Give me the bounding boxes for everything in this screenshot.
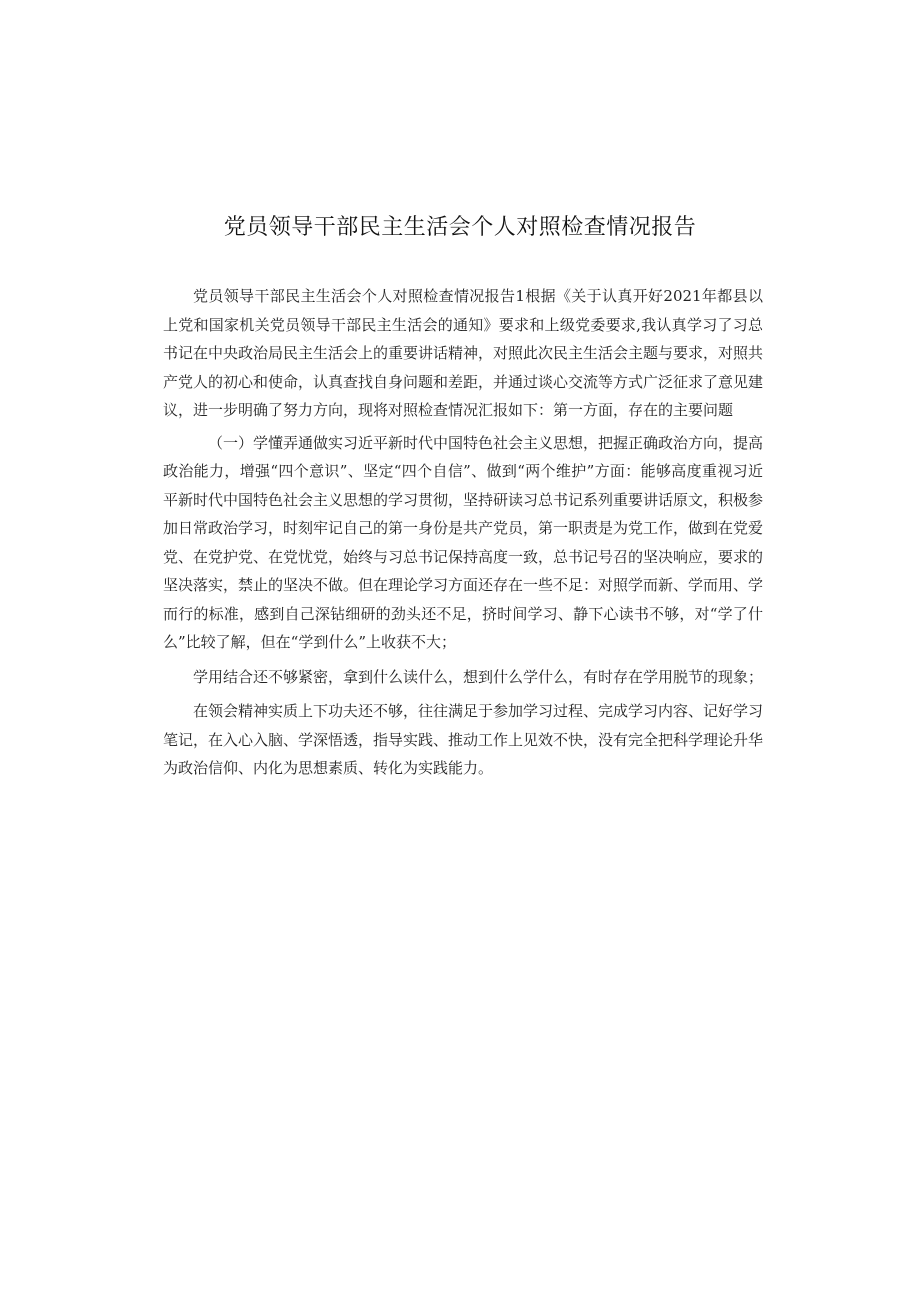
document-body — [163, 282, 763, 789]
document-title: 党员领导干部民主生活会个人对照检查情况报告 — [223, 215, 697, 240]
paragraph-intro: 党员领导干部民主生活会个人对照检查情况报告1根据《关于认真开好2021年都县以上党和国家机关党员领导干部民主生活会的通知》要求和上级党委要求,我认真学习了习总书记在中央政治局民主生活会上的重要讲话精神，对照此次民主生活会主题与要求，对照共产党人的初心和使命，认真查找自身问题和差距，并通过谈心交流等方式广泛征求了意见建议，进一步明确了努力方向，现将对照检查情况汇报如下：第一方面，存在的主要问题 — [163, 287, 764, 419]
paragraph-study-application: 学用结合还不够紧密，拿到什么读什么，想到什么学什么，有时存在学用脱节的现象； — [193, 667, 764, 686]
paragraph-spirit-essence: 在领会精神实质上下功夫还不够，往往满足于参加学习过程、完成学习内容、记好学习笔记，在入心入脑、学深悟透，指导实践、推动工作上见效不快，没有完全把科学理论升华为政治信仰、内化为思想素质、转化为实践能力。 — [163, 702, 764, 777]
paragraph-section-1: （一）学懂弄通做实习近平新时代中国特色社会主义思想，把握正确政治方向，提高政治能力，增强“四个意识”、坚定“四个自信”、做到“两个维护”方面：能够高度重视习近平新时代中国特色社会主义思想的学习贯彻，坚持研读习总书记系列重要讲话原文，积极参加日常政治学习，时刻牢记自己的第一身份是共产党员，第一职责是为党工作，做到在党爱党、在党护党、在党忧党，始终与习总书记保持高度一致，总书记号召的坚决响应，要求的坚决落实，禁止的坚决不做。但在理论学习方面还存在一些不足：对照学而新、学而用、学而行的标准，感到自己深钻细研的劲头还不足，挤时间学习、静下心读书不够，对“学了什么”比较了解，但在“学到什么”上收获不大； — [163, 433, 764, 651]
